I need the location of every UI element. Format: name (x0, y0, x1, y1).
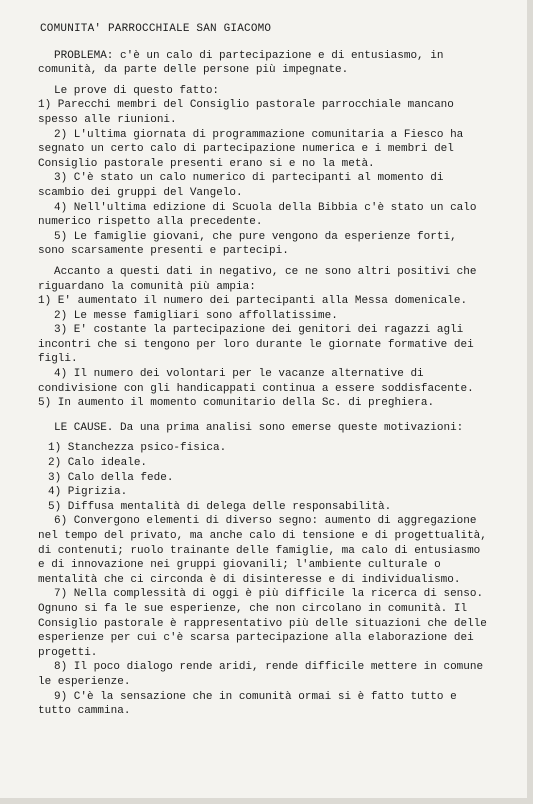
cause-item: 6) Convergono elementi di diverso segno: aumento di aggregazione nel tempo del privato, ma anche calo di tensione e di progettualità, di contenuti; ruolo trainante delle famiglie, ma calo di entusiasmo e di innovazione nei gruppi giovanili; l'ambiente culturale o mentalità che ci circonda è di disinteresse e di individualismo. (38, 515, 487, 586)
positive-intro: Accanto a questi dati in negativo, ce ne sono altri positivi che riguardano la comunità più ampia: (38, 265, 477, 293)
evidence-item: 2) L'ultima giornata di programmazione comunitaria a Fiesco ha segnato un certo calo di partecipazione numerica e i membri del Consiglio pastorale presenti erano si e no la metà. (38, 128, 464, 170)
cause-item: 3) Calo della fede. (48, 471, 174, 484)
positive-item: 2) Le messe famigliari sono affollatissime. (54, 309, 338, 322)
cause-item: 7) Nella complessità di oggi è più difficile la ricerca di senso. Ognuno si fa le sue esperienze, che non circolano in comunità. Il Consiglio pastorale è rappresentativo più delle situazioni che delle esperienze per cui c'è scarsa partecipazione alla elaborazione dei progetti. (38, 588, 487, 659)
positive-item: 4) Il numero dei volontari per le vacanze alternative di condivisione con gli handicappati continua a essere soddisfacente. 5) In aumento il momento comunitario della Sc. di preghiera. (38, 368, 474, 410)
cause-item: 9) C'è la sensazione che in comunità ormai si è fatto tutto e tutto cammina. (38, 690, 457, 718)
cause-item: 8) Il poco dialogo rende aridi, rende difficile mettere in comune le esperienze. (38, 661, 484, 688)
positive-item: 3) E' costante la partecipazione dei genitori dei ragazzi agli incontri che si tengono per loro durante le giornate formative dei figli. (38, 324, 474, 366)
causes-short-list (38, 441, 488, 514)
evidence-item: 3) C'è stato un calo numerico di partecipanti al momento di scambio dei gruppi del Vangelo. (38, 172, 444, 199)
cause-item: 2) Calo ideale. (48, 457, 148, 470)
positive-item: 1) E' aumentato il numero dei partecipanti alla Messa domenicale. (38, 295, 468, 308)
cause-item: 4) Pigrizia. (48, 486, 128, 499)
document-body (38, 22, 488, 719)
evidence-item: 5) Le famiglie giovani, che pure vengono da esperienze forti, sono scarsamente presenti e partecipi. (38, 230, 457, 258)
cause-item: 1) Stanchezza psico-fisica. (48, 442, 227, 455)
problem-statement: PROBLEMA: c'è un calo di partecipazione e di entusiasmo, in comunità, da parte delle persone più impegnate. (38, 49, 444, 77)
cause-item: 5) Diffusa mentalità di delega delle responsabilità. (48, 500, 392, 513)
evidence-item: 1) Parecchi membri del Consiglio pastorale parrocchiale mancano spesso alle riunioni. (38, 99, 454, 126)
causes-intro: LE CAUSE. Da una prima analisi sono emerse queste motivazioni: (54, 421, 464, 434)
evidence-intro: Le prove di questo fatto: (54, 84, 220, 97)
document-title: COMUNITA' PARROCCHIALE SAN GIACOMO (40, 23, 272, 35)
evidence-item: 4) Nell'ultima edizione di Scuola della Bibbia c'è stato un calo numerico rispetto alla precedente. (38, 201, 477, 229)
